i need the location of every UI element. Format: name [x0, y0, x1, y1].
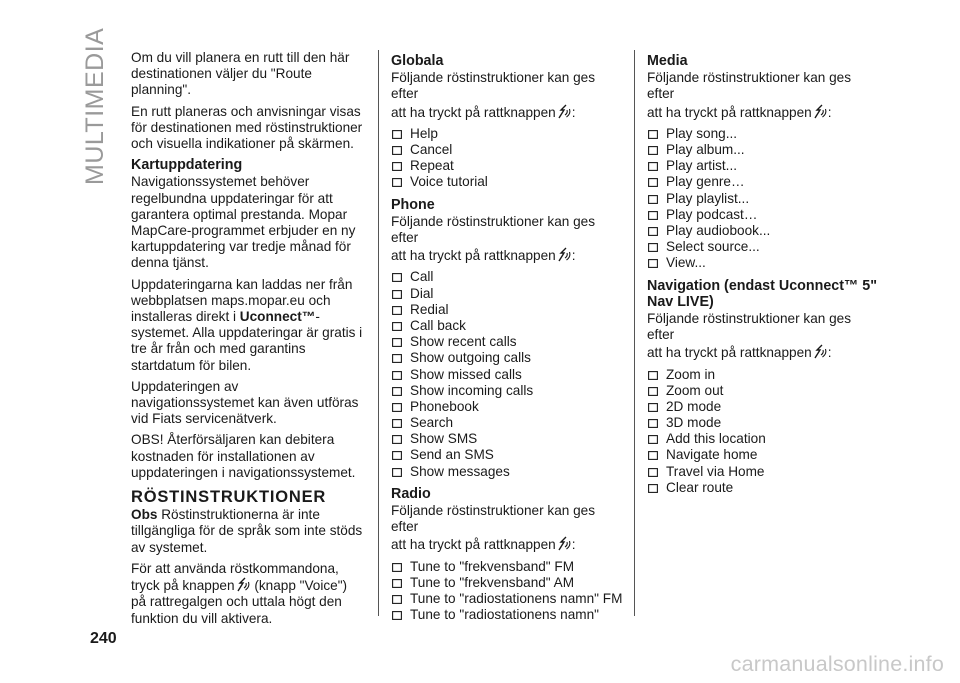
- heading-media: Media: [647, 53, 688, 69]
- voice-command-icon: [812, 104, 828, 120]
- checkbox-icon: [392, 162, 402, 171]
- list-globala: [391, 126, 625, 191]
- list-item: Search: [391, 415, 625, 431]
- list-item: Tune to "frekvensband" FM: [391, 559, 625, 575]
- checkbox-icon: [392, 451, 402, 460]
- list-item: View...: [647, 255, 881, 271]
- list-item: Help: [391, 126, 625, 142]
- list-item: Zoom out: [647, 383, 881, 399]
- checkbox-icon: [392, 322, 402, 331]
- voice-command-icon: [556, 247, 572, 263]
- checkbox-icon: [392, 338, 402, 347]
- checkbox-icon: [392, 387, 402, 396]
- paragraph-service: Uppdateringen av navigationssystemet kan även utföras vid Fiats servicenätverk.: [131, 378, 359, 427]
- list-item: Voice tutorial: [391, 174, 625, 190]
- list-item: Show incoming calls: [391, 383, 625, 399]
- checkbox-icon: [392, 273, 402, 282]
- checkbox-icon: [392, 419, 402, 428]
- checkbox-icon: [392, 435, 402, 444]
- checkbox-icon: [392, 290, 402, 299]
- checkbox-icon: [392, 403, 402, 412]
- column-1: [131, 50, 365, 632]
- checkbox-icon: [648, 243, 658, 252]
- checkbox-icon: [648, 178, 658, 187]
- checkbox-icon: [648, 387, 658, 396]
- checkbox-icon: [648, 484, 658, 493]
- paragraph-dealer-note: OBS! Återförsäljaren kan debitera kostnaden för installationen av uppdateringen i navigationssystemet.: [131, 432, 356, 480]
- paragraph-obs: Obs Röstinstruktionerna är inte tillgängliga för de språk som inte stöds av systemet.: [131, 507, 363, 555]
- paragraph-route-guidance: En rutt planeras och anvisningar visas för destinationen med röstinstruktioner och visuella indikationer på skärmen.: [131, 103, 363, 152]
- checkbox-icon: [392, 354, 402, 363]
- checkbox-icon: [648, 259, 658, 268]
- checkbox-icon: [648, 130, 658, 139]
- column-divider-1: [378, 50, 379, 616]
- heading-globala: Globala: [391, 53, 444, 69]
- uconnect-brand: Uconnect™: [239, 309, 316, 325]
- list-item: Call: [391, 269, 625, 285]
- column-3: [647, 50, 881, 502]
- list-item: Send an SMS: [391, 447, 625, 463]
- side-section-title: MULTIMEDIA: [81, 27, 109, 185]
- list-phone: [391, 269, 625, 479]
- intro-phone: Följande röstinstruktioner kan ges efter att ha tryckt på rattknappen :: [391, 213, 596, 264]
- list-item: Show missed calls: [391, 367, 625, 383]
- checkbox-icon: [392, 611, 402, 620]
- voice-command-icon: [556, 536, 572, 552]
- list-navigation: [647, 367, 881, 497]
- intro-globala: Följande röstinstruktioner kan ges efter att ha tryckt på rattknappen :: [391, 70, 596, 120]
- checkbox-icon: [392, 371, 402, 380]
- list-radio: [391, 559, 625, 624]
- page-number: 240: [90, 630, 117, 647]
- paragraph-map-update: Navigationssystemet behöver regelbundna uppdateringar för att garantera optimal prestanda. Mopar MapCare-programmet erbjuder en ny kartuppdatering var tredje månad för denna tjänst.: [131, 174, 356, 271]
- checkbox-icon: [392, 595, 402, 604]
- column-2: [391, 50, 625, 629]
- list-item: Select source...: [647, 239, 881, 255]
- list-item: Add this location: [647, 431, 881, 447]
- voice-command-icon: [812, 344, 828, 360]
- heading-radio: Radio: [391, 485, 431, 502]
- list-item: Show outgoing calls: [391, 350, 625, 366]
- list-item: Navigate home: [647, 447, 881, 463]
- list-item: Play album...: [647, 142, 881, 158]
- list-item: Play playlist...: [647, 191, 881, 207]
- checkbox-icon: [648, 195, 658, 204]
- checkbox-icon: [392, 306, 402, 315]
- list-item: Play podcast…: [647, 207, 881, 223]
- checkbox-icon: [392, 579, 402, 588]
- list-item: Call back: [391, 318, 625, 334]
- paragraph-download: Uppdateringarna kan laddas ner från webbplatsen maps.mopar.eu och installeras direkt i Uconnect™-systemet. Alla uppdateringar är gratis i tre år från och med garantins startdatum för bilen.: [131, 276, 363, 373]
- paragraph-voice-usage: För att använda röstkommandona, tryck på knappen (knapp "Voice") på rattregalgen och uttala högt den funktion du vill aktivera.: [131, 560, 348, 626]
- list-item: Play audiobook...: [647, 223, 881, 239]
- list-item: Play song...: [647, 126, 881, 142]
- list-item: Show messages: [391, 464, 625, 480]
- heading-phone: Phone: [391, 196, 435, 213]
- list-item: Cancel: [391, 142, 625, 158]
- checkbox-icon: [648, 468, 658, 477]
- list-item: Show recent calls: [391, 334, 625, 350]
- checkbox-icon: [392, 468, 402, 477]
- intro-media: Följande röstinstruktioner kan ges efter att ha tryckt på rattknappen :: [647, 70, 852, 120]
- heading-map-update: Kartuppdatering: [131, 157, 243, 174]
- column-divider-2: [634, 50, 635, 616]
- list-item: Tune to "radiostationens namn": [391, 607, 625, 623]
- list-item: Travel via Home: [647, 464, 881, 480]
- checkbox-icon: [648, 371, 658, 380]
- watermark: carmanualsonline.info: [730, 652, 944, 676]
- intro-radio: Följande röstinstruktioner kan ges efter att ha tryckt på rattknappen :: [391, 503, 596, 553]
- checkbox-icon: [648, 162, 658, 171]
- list-item: Tune to "radiostationens namn" FM: [391, 591, 625, 607]
- list-item: Zoom in: [647, 367, 881, 383]
- list-item: Show SMS: [391, 431, 625, 447]
- checkbox-icon: [648, 419, 658, 428]
- intro-navigation: Följande röstinstruktioner kan ges efter att ha tryckt på rattknappen :: [647, 310, 852, 361]
- checkbox-icon: [392, 146, 402, 155]
- list-item: Dial: [391, 286, 625, 302]
- list-item: Clear route: [647, 480, 881, 496]
- list-item: 3D mode: [647, 415, 881, 431]
- list-item: Tune to "frekvensband" AM: [391, 575, 625, 591]
- checkbox-icon: [392, 178, 402, 187]
- heading-navigation: Navigation (endast Uconnect™ 5" Nav LIVE): [647, 277, 878, 310]
- paragraph-route-planning: Om du vill planera en rutt till den här destinationen väljer du "Route planning".: [131, 50, 350, 98]
- list-item: Redial: [391, 302, 625, 318]
- checkbox-icon: [648, 451, 658, 460]
- checkbox-icon: [648, 435, 658, 444]
- checkbox-icon: [392, 563, 402, 572]
- list-item: Repeat: [391, 158, 625, 174]
- checkbox-icon: [648, 227, 658, 236]
- voice-command-icon: [556, 104, 572, 120]
- list-item: Play genre…: [647, 174, 881, 190]
- list-item: 2D mode: [647, 399, 881, 415]
- checkbox-icon: [392, 130, 402, 139]
- checkbox-icon: [648, 211, 658, 220]
- heading-voice-instructions: RÖSTINSTRUKTIONER: [131, 488, 327, 507]
- checkbox-icon: [648, 146, 658, 155]
- list-item: Play artist...: [647, 158, 881, 174]
- voice-command-icon: [235, 577, 251, 593]
- checkbox-icon: [648, 403, 658, 412]
- list-item: Phonebook: [391, 399, 625, 415]
- list-media: [647, 126, 881, 272]
